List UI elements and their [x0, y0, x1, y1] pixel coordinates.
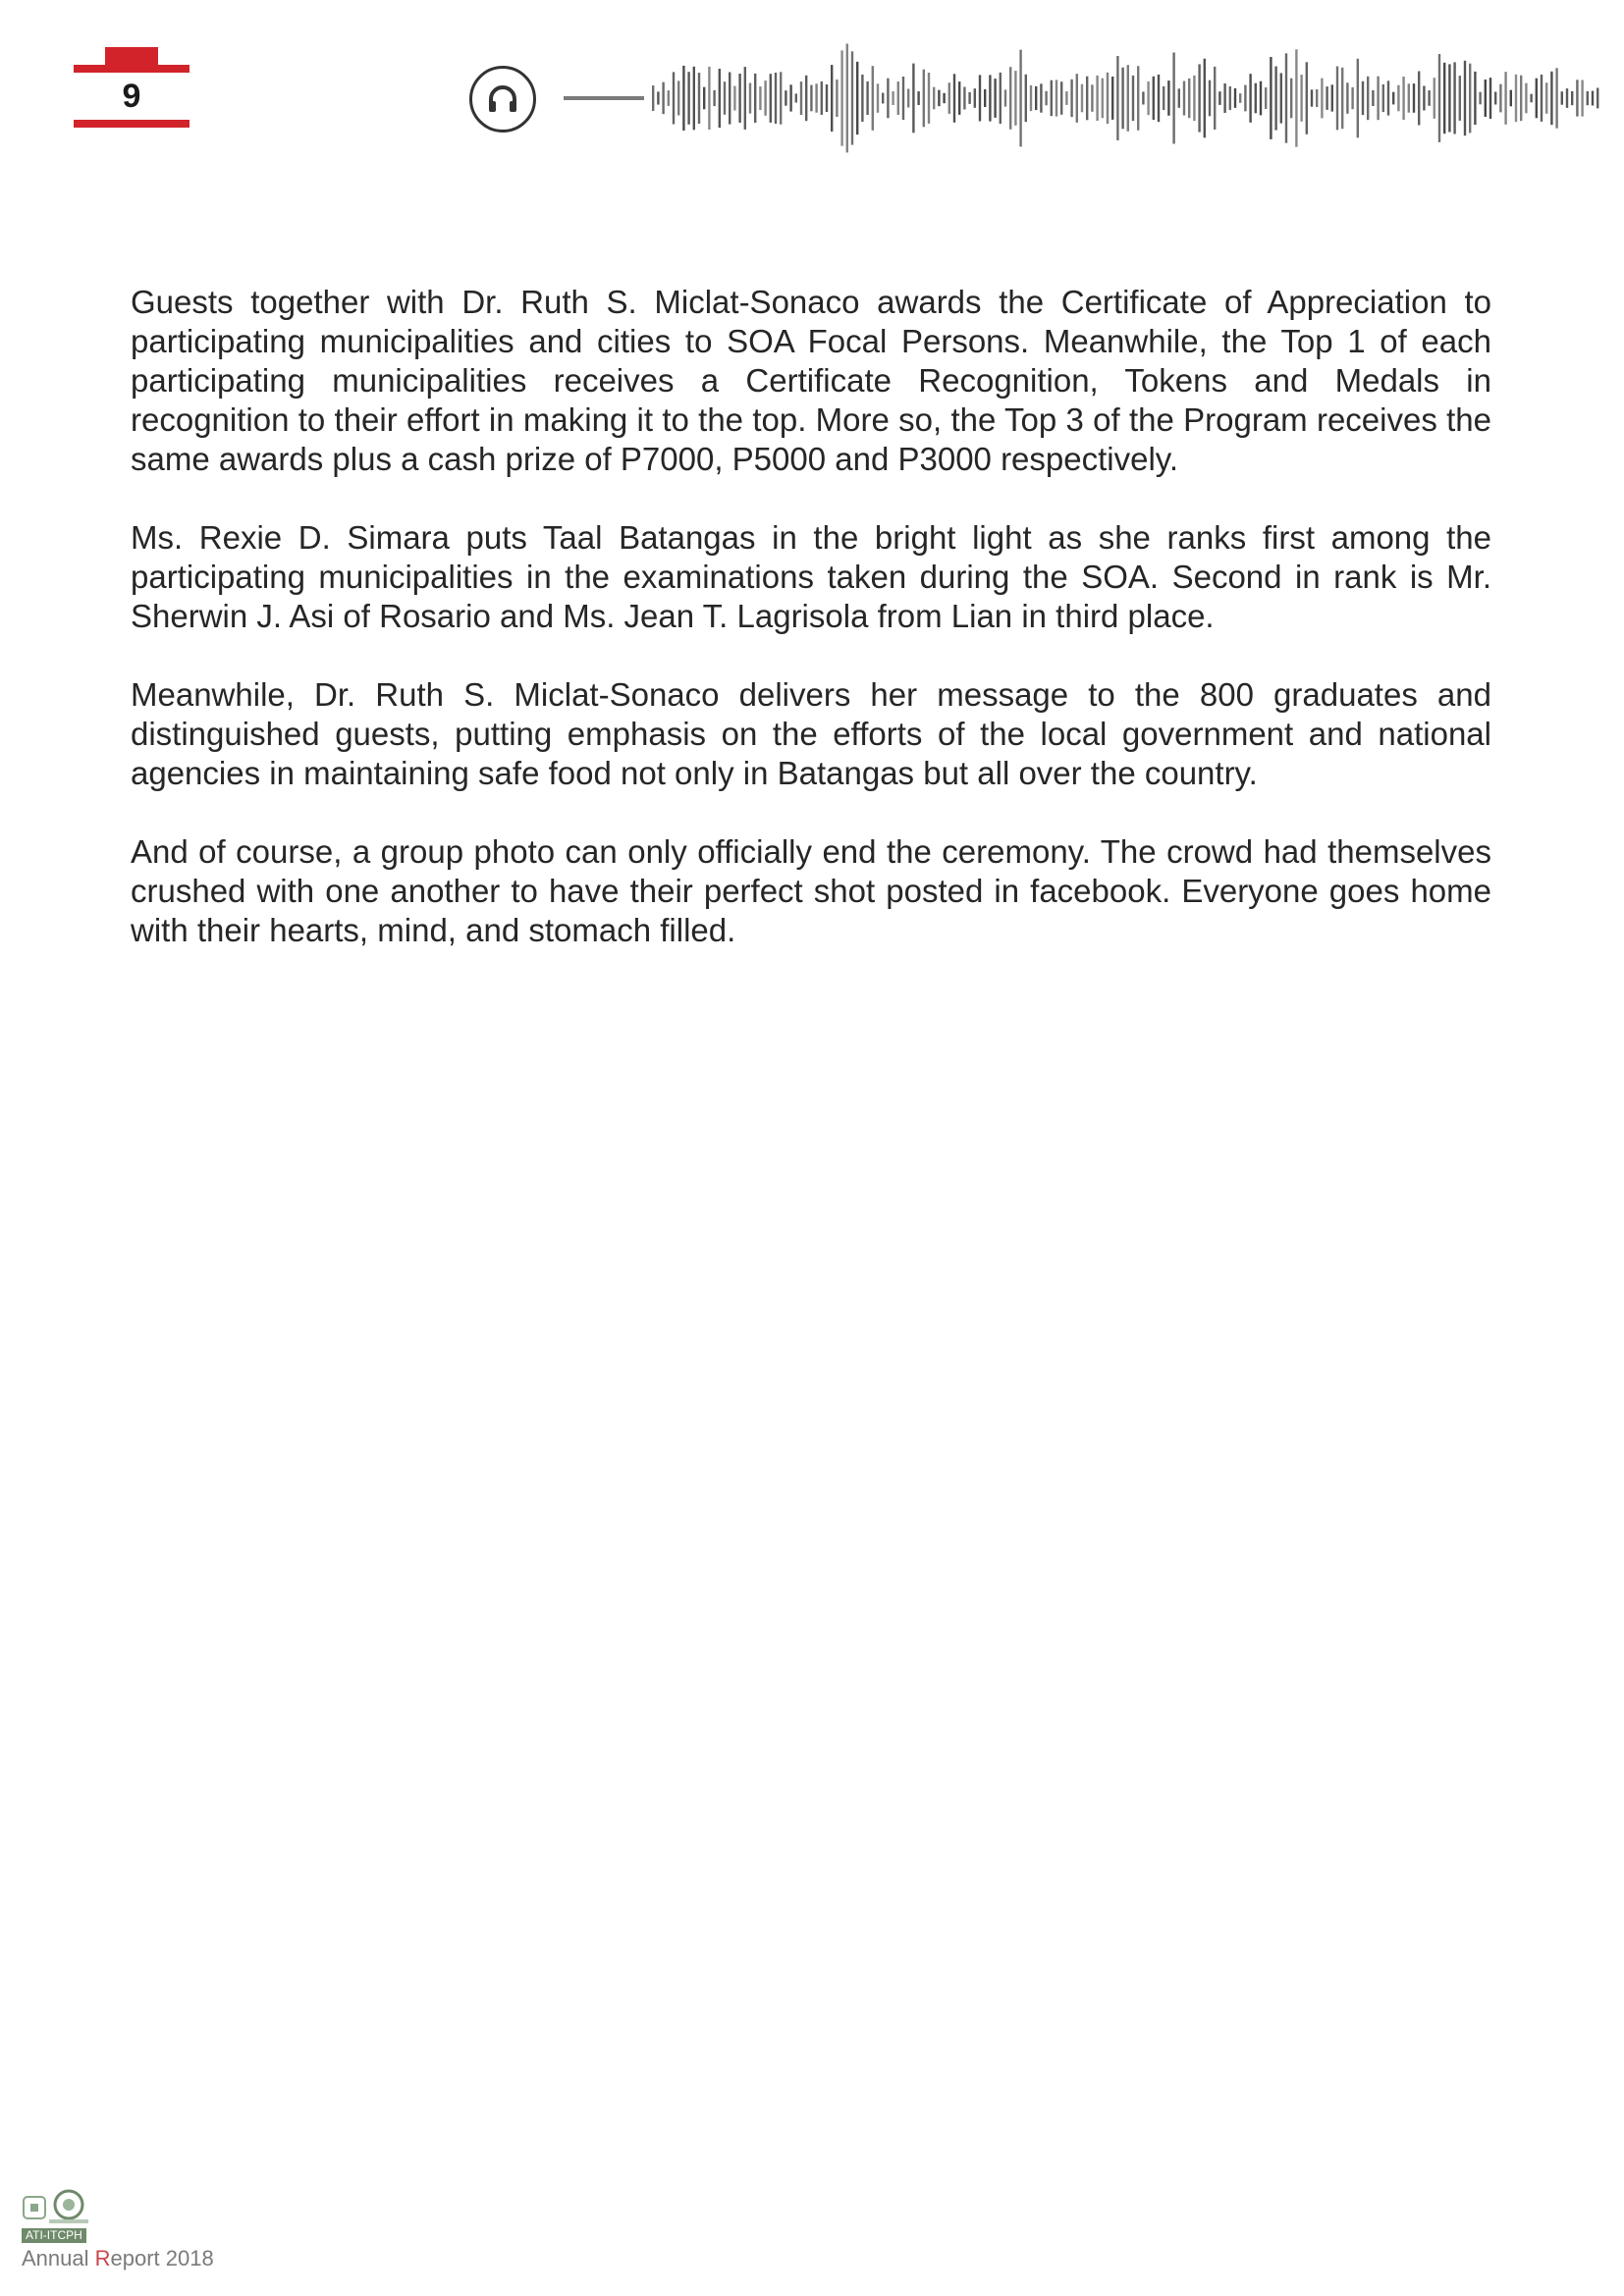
paragraph-message: Meanwhile, Dr. Ruth S. Miclat-Sonaco delivers her message to the 800 graduates and distinguished guests, putting emphasis on the efforts of the local government and national agencies in maintaining safe food not only in Batangas but all over the country.	[131, 676, 1491, 791]
waveform-bar	[1576, 80, 1578, 116]
waveform-bar	[800, 81, 802, 115]
waveform-bar	[1321, 79, 1323, 119]
waveform-bar	[1229, 86, 1231, 110]
waveform-bar	[738, 74, 740, 123]
waveform-bar	[1504, 72, 1506, 125]
waveform-bar	[994, 79, 996, 118]
waveform-bar	[1056, 80, 1057, 116]
waveform-bar	[887, 79, 889, 119]
waveform-bar	[1545, 82, 1547, 114]
waveform-bar	[719, 69, 721, 128]
report-suffix: eport 2018	[110, 2246, 214, 2270]
waveform-bar	[1137, 66, 1139, 131]
waveform-bar	[1193, 76, 1195, 121]
page-number-badge	[74, 47, 189, 145]
waveform-bar	[1469, 64, 1471, 133]
waveform-bar	[1351, 87, 1353, 109]
waveform-bar	[1536, 79, 1538, 119]
waveform-bar	[1382, 84, 1384, 112]
waveform-bar	[1244, 85, 1246, 112]
article-body	[131, 283, 1491, 989]
waveform-bar	[1316, 89, 1318, 107]
waveform-bar	[1096, 76, 1098, 121]
waveform-bar	[682, 66, 684, 131]
waveform-bar	[1178, 88, 1180, 108]
waveform-bar	[1081, 84, 1083, 113]
waveform-bar	[1030, 85, 1032, 111]
waveform-bar	[1510, 90, 1512, 107]
waveform-bar	[938, 90, 940, 107]
waveform-bar	[749, 83, 751, 114]
waveform-bar	[974, 88, 976, 108]
waveform-bar	[1346, 82, 1348, 114]
waveform-bar	[1045, 91, 1047, 106]
badge-tab-top	[105, 47, 158, 67]
badge-bar-top	[74, 65, 189, 73]
waveform-bar	[1438, 54, 1440, 142]
waveform-bar	[1413, 83, 1415, 113]
waveform-bar	[1341, 68, 1343, 129]
waveform-bar	[1132, 76, 1134, 121]
waveform-bar	[1525, 83, 1527, 114]
waveform-bar	[1290, 79, 1292, 119]
waveform-bar	[770, 74, 772, 123]
waveform-bar	[861, 75, 863, 122]
waveform-bar	[1443, 63, 1445, 133]
waveform-bar	[851, 51, 853, 144]
waveform-bar	[1515, 75, 1517, 122]
waveform-bar	[943, 93, 945, 103]
waveform-bar	[1377, 77, 1379, 121]
headphones-icon	[469, 66, 536, 133]
waveform-bar	[907, 89, 909, 108]
waveform-bar	[882, 93, 884, 104]
waveform-bar	[1218, 91, 1220, 105]
waveform-bar	[1204, 59, 1206, 138]
waveform-bar	[836, 80, 838, 117]
waveform-bar	[673, 72, 675, 124]
waveform-bar	[1362, 81, 1364, 115]
waveform-bar	[948, 82, 950, 114]
paragraph-rankings: Ms. Rexie D. Simara puts Taal Batangas in the bright light as she ranks first among the participating municipalities in the examinations taken during the SOA. Second in rank is Mr. Sherwin J. Asi of Rosario and Ms. Jean T. Lagrisola from Lian in third place.	[131, 519, 1491, 634]
waveform-bar	[1004, 89, 1006, 106]
waveform-bar	[1025, 75, 1027, 122]
waveform-bar	[1581, 80, 1583, 117]
waveform-bar	[1172, 53, 1174, 144]
waveform-bar	[698, 73, 700, 124]
waveform-bar	[1167, 80, 1169, 116]
waveform-bar	[1520, 76, 1522, 122]
waveform-bar	[897, 81, 899, 115]
waveform-bar	[1051, 80, 1053, 117]
waveform-bar	[840, 50, 842, 145]
waveform-bar	[1485, 80, 1487, 117]
waveform-bar	[1065, 91, 1067, 105]
logo-caption: ATI-ITCPH	[22, 2228, 86, 2243]
waveform-bar	[958, 81, 960, 115]
waveform-bar	[892, 91, 893, 105]
waveform-bar	[1434, 78, 1435, 119]
waveform-bar	[1255, 83, 1257, 114]
waveform-bar	[1311, 89, 1313, 106]
waveform-bar	[1448, 64, 1450, 132]
waveform-bar	[703, 87, 705, 110]
waveform-bar	[1000, 73, 1001, 124]
waveform-bar	[1285, 53, 1287, 142]
waveform-bar	[1336, 67, 1338, 131]
waveform-bar	[677, 80, 679, 115]
waveform-bar	[917, 91, 919, 105]
waveform-bar	[856, 62, 858, 134]
waveform-bar	[1392, 92, 1394, 105]
waveform-bar	[1060, 81, 1062, 115]
waveform-bar	[759, 86, 761, 110]
waveform-bar	[984, 89, 986, 107]
waveform-bar	[780, 72, 782, 124]
waveform-bar	[1479, 92, 1481, 105]
waveform-bar	[979, 75, 981, 121]
waveform-bar	[902, 77, 904, 120]
waveform-bar	[687, 72, 689, 125]
waveform-bar	[708, 67, 710, 130]
waveform-bar	[1295, 49, 1297, 146]
waveform-bar	[1550, 72, 1552, 125]
waveform-bar	[1587, 91, 1589, 105]
waveform-bar	[963, 87, 965, 110]
waveform-bar	[1372, 90, 1374, 106]
waveform-bar	[815, 83, 817, 112]
waveform-bar	[1464, 61, 1466, 135]
paragraph-group-photo: And of course, a group photo can only officially end the ceremony. The crowd had themselves crushed with one another to have their perfect shot posted in facebook. Everyone goes home with their hearts, mind, and stomach filled.	[131, 833, 1491, 948]
waveform-bar	[1009, 67, 1011, 130]
waveform-bar	[1019, 50, 1021, 147]
waveform-bar	[662, 82, 664, 115]
waveform-bar	[1091, 84, 1093, 112]
waveform-bar	[733, 86, 735, 111]
page-number: 9	[122, 78, 141, 115]
waveform-bar	[693, 67, 695, 131]
waveform-bar	[933, 87, 935, 110]
waveform-bar	[1086, 77, 1088, 121]
waveform-bar	[652, 85, 654, 111]
report-prefix: Annual	[22, 2246, 95, 2270]
waveform-bar	[1183, 81, 1185, 116]
waveform-bar	[1357, 59, 1359, 138]
waveform-bar	[1209, 80, 1211, 117]
waveform-bar	[713, 90, 715, 106]
waveform-bar	[1300, 75, 1302, 122]
waveform-bar	[1489, 78, 1491, 119]
waveform-bar	[872, 66, 874, 131]
waveform-bar	[1040, 83, 1042, 112]
waveform-bar	[831, 65, 833, 132]
waveform-bar	[1116, 56, 1118, 140]
waveform-bar	[821, 81, 823, 115]
waveform-bar	[1035, 86, 1037, 110]
waveform-bar	[968, 92, 970, 104]
waveform-bar	[1163, 86, 1164, 110]
waveform-bar	[1418, 72, 1420, 126]
waveform-bar	[1494, 92, 1496, 105]
waveform-bar	[912, 64, 914, 133]
waveform-bar	[953, 74, 955, 123]
waveform-bar	[1387, 80, 1389, 115]
waveform-bar	[789, 84, 791, 111]
waveform-bar	[744, 67, 746, 130]
waveform-bar	[724, 81, 726, 115]
waveform-bar	[1147, 81, 1149, 115]
waveform-bar	[729, 73, 731, 125]
waveform-bar	[1459, 76, 1461, 121]
annual-report-label	[22, 2246, 214, 2271]
waveform-bar	[1158, 75, 1160, 122]
waveform-bar	[1597, 88, 1598, 109]
waveform-bar	[1014, 71, 1016, 126]
waveform-bar	[775, 73, 777, 124]
waveform-bar	[1331, 84, 1333, 111]
waveform-bar	[1326, 86, 1327, 110]
waveform-bar	[1561, 91, 1563, 105]
waveform-bar	[1397, 85, 1399, 112]
waveform-bar	[1270, 57, 1272, 139]
waveform-bar	[1592, 91, 1594, 106]
waveform-bar	[989, 75, 991, 121]
waveform-bar	[1265, 87, 1267, 109]
waveform-bar	[1280, 73, 1282, 123]
waveform-bar	[1571, 91, 1573, 105]
waveform-bar	[1367, 77, 1369, 120]
waveform-bar	[795, 93, 797, 102]
waveform-bar	[1555, 68, 1557, 128]
waveform-bar	[846, 44, 848, 153]
waveform-bar	[866, 81, 868, 115]
waveform-bar	[1260, 81, 1262, 116]
waveform-bar	[1107, 73, 1109, 124]
waveform-bar	[1111, 77, 1113, 120]
waveform-bar	[1541, 75, 1543, 122]
waveform-bar	[1070, 80, 1072, 117]
waveform-bar	[1453, 62, 1455, 133]
waveform-bar	[826, 84, 828, 112]
waveform-bar	[1198, 64, 1200, 132]
waveform-bar	[1223, 83, 1225, 113]
waveform-bar	[877, 83, 879, 113]
report-accent-letter: R	[94, 2246, 111, 2270]
waveform-bar	[1428, 90, 1430, 106]
waveform-bar	[1249, 74, 1251, 123]
footer-branding	[22, 2187, 238, 2275]
waveform-bar	[1188, 79, 1190, 118]
waveform-bars	[652, 44, 1598, 153]
badge-bar-bottom	[74, 120, 189, 128]
waveform-bar	[1474, 72, 1476, 125]
waveform-bar	[1402, 77, 1404, 120]
waveform-bar	[1102, 79, 1104, 119]
waveform-bar	[668, 90, 670, 106]
waveform-bar	[1566, 88, 1568, 108]
waveform-bar	[1214, 67, 1216, 130]
waveform-bar	[754, 74, 756, 123]
waveform-bar	[923, 70, 925, 128]
waveform-bar	[1499, 84, 1501, 113]
waveform-bar	[928, 73, 930, 124]
waveform-bar	[1274, 67, 1276, 131]
waveform-bar	[1127, 65, 1129, 132]
waveform-bar	[657, 91, 659, 104]
waveform-bar	[1076, 74, 1078, 123]
sound-wave-icon	[564, 29, 1604, 167]
waveform-bar	[1423, 86, 1425, 111]
waveform-bar	[1530, 94, 1532, 103]
waveform-bar	[1153, 77, 1155, 120]
waveform-bar	[1239, 93, 1241, 103]
waveform-bar	[810, 85, 812, 112]
waveform-bar	[1142, 91, 1144, 104]
agency-logo-icon	[22, 2187, 90, 2226]
waveform-bar	[1121, 68, 1123, 130]
paragraph-awards: Guests together with Dr. Ruth S. Miclat-Sonaco awards the Certificate of Appreciation to participating municipalities and cities to SOA Focal Persons. Meanwhile, the Top 1 of each participating municipalities receives a Certificate Recognition, Tokens and Medals in recognition to their effort in making it to the top. More so, the Top 3 of the Program receives the same awards plus a cash prize of P7000, P5000 and P3000 respectively.	[131, 284, 1491, 477]
waveform-bar	[1234, 88, 1236, 108]
waveform-bar	[1408, 83, 1410, 112]
waveform-bar	[1306, 62, 1308, 134]
waveform-bar	[805, 76, 807, 121]
waveform-bar	[785, 90, 786, 106]
waveform-bar	[764, 80, 766, 116]
